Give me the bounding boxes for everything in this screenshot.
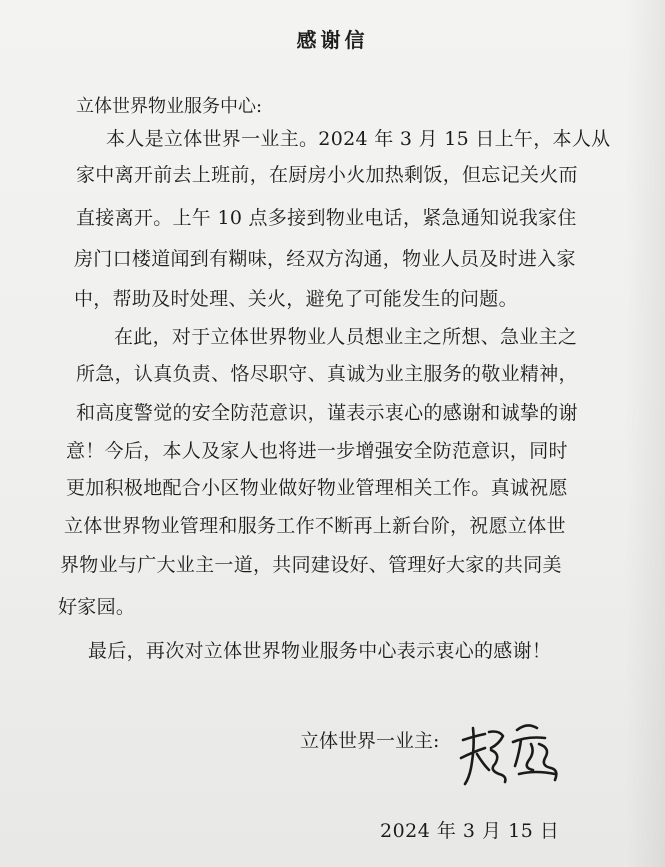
body-line-9: 意！今后，本人及家人也将进一步增强安全防范意识，同时	[66, 440, 568, 462]
body-line-5: 中，帮助及时处理、关火，避免了可能发生的问题。	[74, 288, 518, 310]
body-line-4: 房门口楼道闻到有糊味，经双方沟通，物业人员及时进入家	[74, 248, 576, 270]
body-line-14: 最后，再次对立体世界物业服务中心表示衷心的感谢！	[88, 640, 552, 662]
body-line-11: 立体世界物业管理和服务工作不断再上新台阶，祝愿立体世	[64, 515, 566, 537]
body-line-6: 在此，对于立体世界物业人员想业主之所想、急业主之	[114, 326, 578, 348]
body-line-3: 直接离开。上午 10 点多接到物业电话，紧急通知说我家住	[76, 207, 577, 229]
body-line-2: 家中离开前去上班前，在厨房小火加热剩饭，但忘记关火而	[76, 164, 578, 186]
body-line-10: 更加积极地配合小区物业做好物业管理相关工作。真诚祝愿	[66, 477, 568, 499]
letter-title: 感谢信	[296, 28, 369, 52]
body-line-13: 好家园。	[58, 596, 136, 618]
letter-salutation: 立体世界物业服务中心:	[76, 96, 263, 117]
letter-date: 2024 年 3 月 15 日	[380, 820, 560, 842]
signer-label: 立体世界一业主:	[300, 730, 440, 752]
body-line-12: 界物业与广大业主一道，共同建设好、管理好大家的共同美	[60, 554, 562, 576]
body-line-1: 本人是立体世界一业主。2024 年 3 月 15 日上午，本人从	[106, 128, 611, 150]
body-line-8: 和高度警觉的安全防范意识，谨表示衷心的感谢和诚挚的谢	[76, 402, 578, 424]
handwritten-signature	[455, 718, 565, 788]
page-edge-shadow	[625, 0, 665, 867]
body-line-7: 所急，认真负责、恪尽职守、真诚为业主服务的敬业精神，	[76, 363, 578, 385]
